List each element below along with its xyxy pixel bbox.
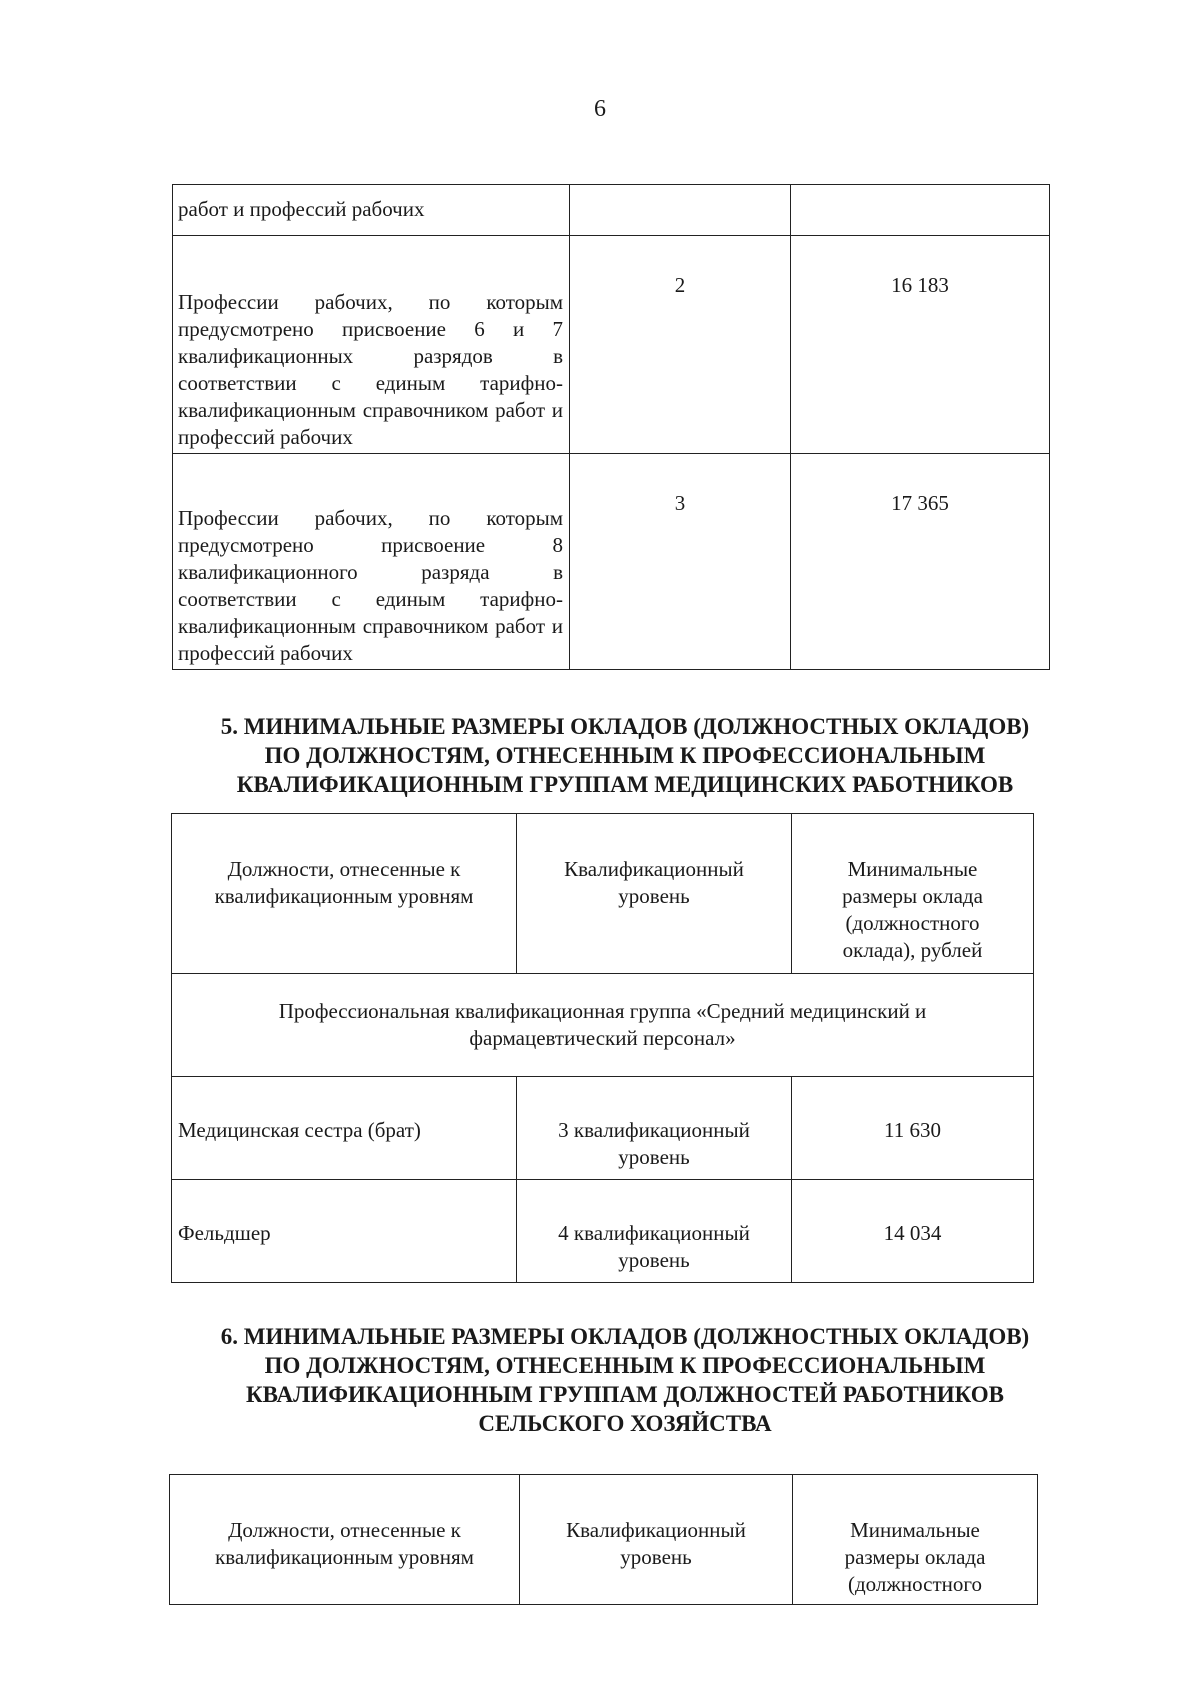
position-cell: Профессии рабочих, по которым предусмотрено присвоение 6 и 7 квалификационных разрядов в соответствии с единым тарифно-квалификационным справочником работ и профессий рабочих <box>173 236 570 454</box>
header-salary: Минимальные размеры оклада (должностного <box>793 1475 1038 1605</box>
level-cell: 3 <box>570 454 791 670</box>
table-header-row <box>170 1475 1038 1605</box>
position-cell: Фельдшер <box>172 1180 517 1283</box>
header-position: Должности, отнесенные к квалификационным уровням <box>172 814 517 974</box>
heading-line: КВАЛИФИКАЦИОННЫМ ГРУППАМ МЕДИЦИНСКИХ РАБОТНИКОВ <box>236 772 1014 797</box>
group-row <box>172 974 1034 1077</box>
header-salary: Минимальные размеры оклада (должностного оклада), рублей <box>792 814 1034 974</box>
heading-line: КВАЛИФИКАЦИОННЫМ ГРУППАМ ДОЛЖНОСТЕЙ РАБОТНИКОВ <box>245 1382 1005 1407</box>
level-cell <box>570 185 791 236</box>
salary-cell: 11 630 <box>792 1077 1034 1180</box>
table-row <box>172 1180 1034 1283</box>
level-cell: 2 <box>570 236 791 454</box>
salary-cell: 17 365 <box>791 454 1050 670</box>
table-row <box>172 1077 1034 1180</box>
section6-heading <box>0 1322 1200 1438</box>
header-level: Квалификационный уровень <box>517 814 792 974</box>
header-position: Должности, отнесенные к квалификационным уровням <box>170 1475 520 1605</box>
position-cell: Медицинская сестра (брат) <box>172 1077 517 1180</box>
table-header-row <box>172 814 1034 974</box>
heading-line: ПО ДОЛЖНОСТЯМ, ОТНЕСЕННЫМ К ПРОФЕССИОНАЛЬНЫМ <box>264 743 986 768</box>
heading-line: ПО ДОЛЖНОСТЯМ, ОТНЕСЕННЫМ К ПРОФЕССИОНАЛЬНЫМ <box>264 1353 986 1378</box>
table-row <box>173 185 1050 236</box>
heading-line: 5. МИНИМАЛЬНЫЕ РАЗМЕРЫ ОКЛАДОВ (ДОЛЖНОСТНЫХ ОКЛАДОВ) <box>220 714 1030 739</box>
level-cell: 4 квалификационный уровень <box>517 1180 792 1283</box>
position-cell: Профессии рабочих, по которым предусмотрено присвоение 8 квалификационного разряда в соответствии с единым тарифно-квалификационным справочником работ и профессий рабочих <box>173 454 570 670</box>
workers-professions-table <box>172 184 1050 670</box>
table-row <box>173 236 1050 454</box>
page-number: 6 <box>594 96 606 122</box>
heading-line: 6. МИНИМАЛЬНЫЕ РАЗМЕРЫ ОКЛАДОВ (ДОЛЖНОСТНЫХ ОКЛАДОВ) <box>220 1324 1030 1349</box>
medical-workers-table <box>171 813 1034 1283</box>
position-cell: работ и профессий рабочих <box>173 185 570 236</box>
qualification-group: Профессиональная квалификационная группа «Средний медицинский и фармацевтический персонал» <box>172 974 1034 1077</box>
header-level: Квалификационный уровень <box>520 1475 793 1605</box>
level-cell: 3 квалификационный уровень <box>517 1077 792 1180</box>
salary-cell: 14 034 <box>792 1180 1034 1283</box>
heading-line: СЕЛЬСКОГО ХОЗЯЙСТВА <box>478 1411 772 1436</box>
agriculture-workers-table <box>169 1474 1038 1605</box>
table-row <box>173 454 1050 670</box>
salary-cell <box>791 185 1050 236</box>
section5-heading <box>0 712 1200 799</box>
salary-cell: 16 183 <box>791 236 1050 454</box>
